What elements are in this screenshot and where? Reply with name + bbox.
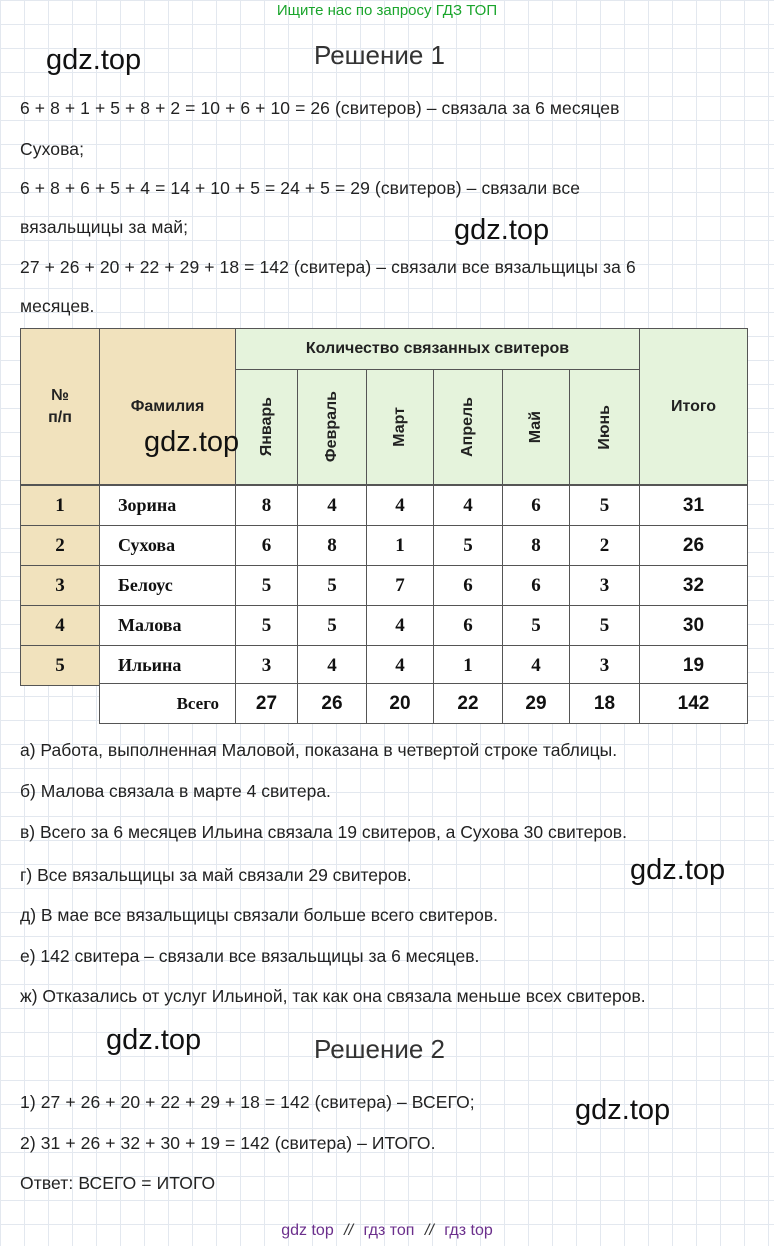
solution1-heading: Решение 1 bbox=[314, 40, 446, 70]
watermark-logo: gdz.top bbox=[454, 214, 550, 246]
value-cell: 1 bbox=[433, 645, 503, 686]
value-cell: 5 bbox=[235, 565, 298, 606]
footer-separator: // bbox=[424, 1222, 434, 1239]
value-cell: 5 bbox=[297, 605, 367, 646]
row-number-cell: 5 bbox=[20, 645, 100, 686]
value-cell: 3 bbox=[235, 645, 298, 686]
value-cell: 5 bbox=[433, 525, 503, 566]
value-cell: 5 bbox=[235, 605, 298, 646]
watermark-logo: gdz.top bbox=[144, 426, 240, 458]
answer-line: д) В мае все вязальщицы связали больше всего свитеров. bbox=[20, 905, 498, 925]
watermark-logo: gdz.top bbox=[575, 1094, 671, 1126]
row-total-cell: 30 bbox=[639, 605, 748, 646]
month-label: Май bbox=[527, 410, 544, 444]
sum-blank-cell bbox=[20, 683, 100, 724]
answer-line: б) Малова связала в марте 4 свитера. bbox=[20, 781, 331, 801]
value-cell: 4 bbox=[366, 485, 434, 526]
value-cell: 6 bbox=[433, 605, 503, 646]
value-cell: 4 bbox=[433, 485, 503, 526]
sum-cell: 29 bbox=[502, 683, 570, 724]
value-cell: 8 bbox=[235, 485, 298, 526]
answer-line: ж) Отказались от услуг Ильиной, так как она связала меньше всех свитеров. bbox=[20, 986, 646, 1006]
solution1-line: 6 + 8 + 1 + 5 + 8 + 2 = 10 + 6 + 10 = 26 (свитеров) – связала за 6 месяцев bbox=[20, 98, 620, 118]
sum-cell: 20 bbox=[366, 683, 434, 724]
value-cell: 3 bbox=[569, 645, 640, 686]
row-total-cell: 32 bbox=[639, 565, 748, 606]
value-cell: 5 bbox=[569, 485, 640, 526]
answer-line: е) 142 свитера – связали все вязальщицы за 6 месяцев. bbox=[20, 946, 480, 966]
footer-link[interactable]: gdz top bbox=[281, 1222, 334, 1239]
sum-cell: 18 bbox=[569, 683, 640, 724]
sum-cell: 26 bbox=[297, 683, 367, 724]
month-label: Январь bbox=[257, 397, 275, 457]
watermark-logo: gdz.top bbox=[106, 1024, 202, 1056]
row-name-cell: Белоус bbox=[99, 565, 236, 606]
value-cell: 6 bbox=[502, 485, 570, 526]
value-cell: 4 bbox=[297, 485, 367, 526]
value-cell: 5 bbox=[569, 605, 640, 646]
value-cell: 5 bbox=[502, 605, 570, 646]
month-label: Март bbox=[391, 407, 408, 447]
value-cell: 7 bbox=[366, 565, 434, 606]
month-header bbox=[433, 369, 503, 485]
month-label: Июнь bbox=[595, 404, 613, 450]
solution1-line: месяцев. bbox=[20, 296, 95, 316]
value-cell: 3 bbox=[569, 565, 640, 606]
footer-link[interactable]: гдз top bbox=[444, 1222, 493, 1239]
row-number-cell: 3 bbox=[20, 565, 100, 606]
row-name-cell: Зорина bbox=[99, 485, 236, 526]
month-header bbox=[235, 369, 298, 485]
value-cell: 5 bbox=[297, 565, 367, 606]
solution1-line: вязальщицы за май; bbox=[20, 217, 189, 237]
watermark-logo: gdz.top bbox=[46, 44, 142, 76]
col-header-number: № п/п bbox=[20, 328, 100, 485]
answer-line: г) Все вязальщицы за май связали 29 свитеров. bbox=[20, 865, 412, 885]
month-label: Апрель bbox=[459, 397, 476, 457]
value-cell: 8 bbox=[502, 525, 570, 566]
value-cell: 6 bbox=[433, 565, 503, 606]
value-cell: 4 bbox=[502, 645, 570, 686]
row-total-cell: 26 bbox=[639, 525, 748, 566]
footer-links bbox=[0, 1222, 774, 1240]
sum-total-cell: 142 bbox=[639, 683, 748, 724]
row-number-cell: 4 bbox=[20, 605, 100, 646]
solution2-heading: Решение 2 bbox=[314, 1034, 446, 1064]
sum-label: Всего bbox=[176, 693, 219, 713]
value-cell: 8 bbox=[297, 525, 367, 566]
row-name-cell: Сухова bbox=[99, 525, 236, 566]
value-cell: 2 bbox=[569, 525, 640, 566]
watermark-logo: gdz.top bbox=[630, 854, 726, 886]
answer-line: в) Всего за 6 месяцев Ильина связала 19 свитеров, а Сухова 30 свитеров. bbox=[20, 822, 627, 842]
value-cell: 4 bbox=[297, 645, 367, 686]
month-header bbox=[502, 369, 570, 485]
month-header bbox=[569, 369, 640, 485]
value-cell: 6 bbox=[235, 525, 298, 566]
row-name-cell: Ильина bbox=[99, 645, 236, 686]
answer-line: а) Работа, выполненная Маловой, показана в четвертой строке таблицы. bbox=[20, 740, 618, 760]
row-total-cell: 31 bbox=[639, 485, 748, 526]
col-header-name: Фамилия bbox=[99, 328, 236, 485]
value-cell: 4 bbox=[366, 645, 434, 686]
row-number-cell: 1 bbox=[20, 485, 100, 526]
solution1-line: Сухова; bbox=[20, 139, 85, 159]
sum-cell: 27 bbox=[235, 683, 298, 724]
value-cell: 4 bbox=[366, 605, 434, 646]
solution1-line: 27 + 26 + 20 + 22 + 29 + 18 = 142 (свитера) – связали все вязальщицы за 6 bbox=[20, 257, 636, 277]
footer-link[interactable]: гдз топ bbox=[363, 1222, 415, 1239]
month-label: Февраль bbox=[323, 391, 340, 463]
row-number-cell: 2 bbox=[20, 525, 100, 566]
sum-label-cell bbox=[99, 683, 236, 724]
row-total-cell: 19 bbox=[639, 645, 748, 686]
col-header-total: Итого bbox=[639, 328, 748, 485]
solution2-line: 2) 31 + 26 + 32 + 30 + 19 = 142 (свитера) – ИТОГО. bbox=[20, 1133, 436, 1153]
month-header bbox=[297, 369, 367, 485]
sweaters-table bbox=[20, 328, 748, 724]
value-cell: 1 bbox=[366, 525, 434, 566]
top-banner[interactable]: Ищите нас по запросу ГДЗ ТОП bbox=[276, 2, 498, 19]
row-name-cell: Малова bbox=[99, 605, 236, 646]
col-header-group: Количество связанных свитеров bbox=[235, 328, 640, 370]
solution1-line: 6 + 8 + 6 + 5 + 4 = 14 + 10 + 5 = 24 + 5 = 29 (свитеров) – связали все bbox=[20, 178, 581, 198]
value-cell: 6 bbox=[502, 565, 570, 606]
solution2-line: Ответ: ВСЕГО = ИТОГО bbox=[20, 1173, 216, 1193]
month-header bbox=[366, 369, 434, 485]
footer-separator: // bbox=[344, 1222, 354, 1239]
sum-cell: 22 bbox=[433, 683, 503, 724]
solution2-line: 1) 27 + 26 + 20 + 22 + 29 + 18 = 142 (свитера) – ВСЕГО; bbox=[20, 1092, 475, 1112]
